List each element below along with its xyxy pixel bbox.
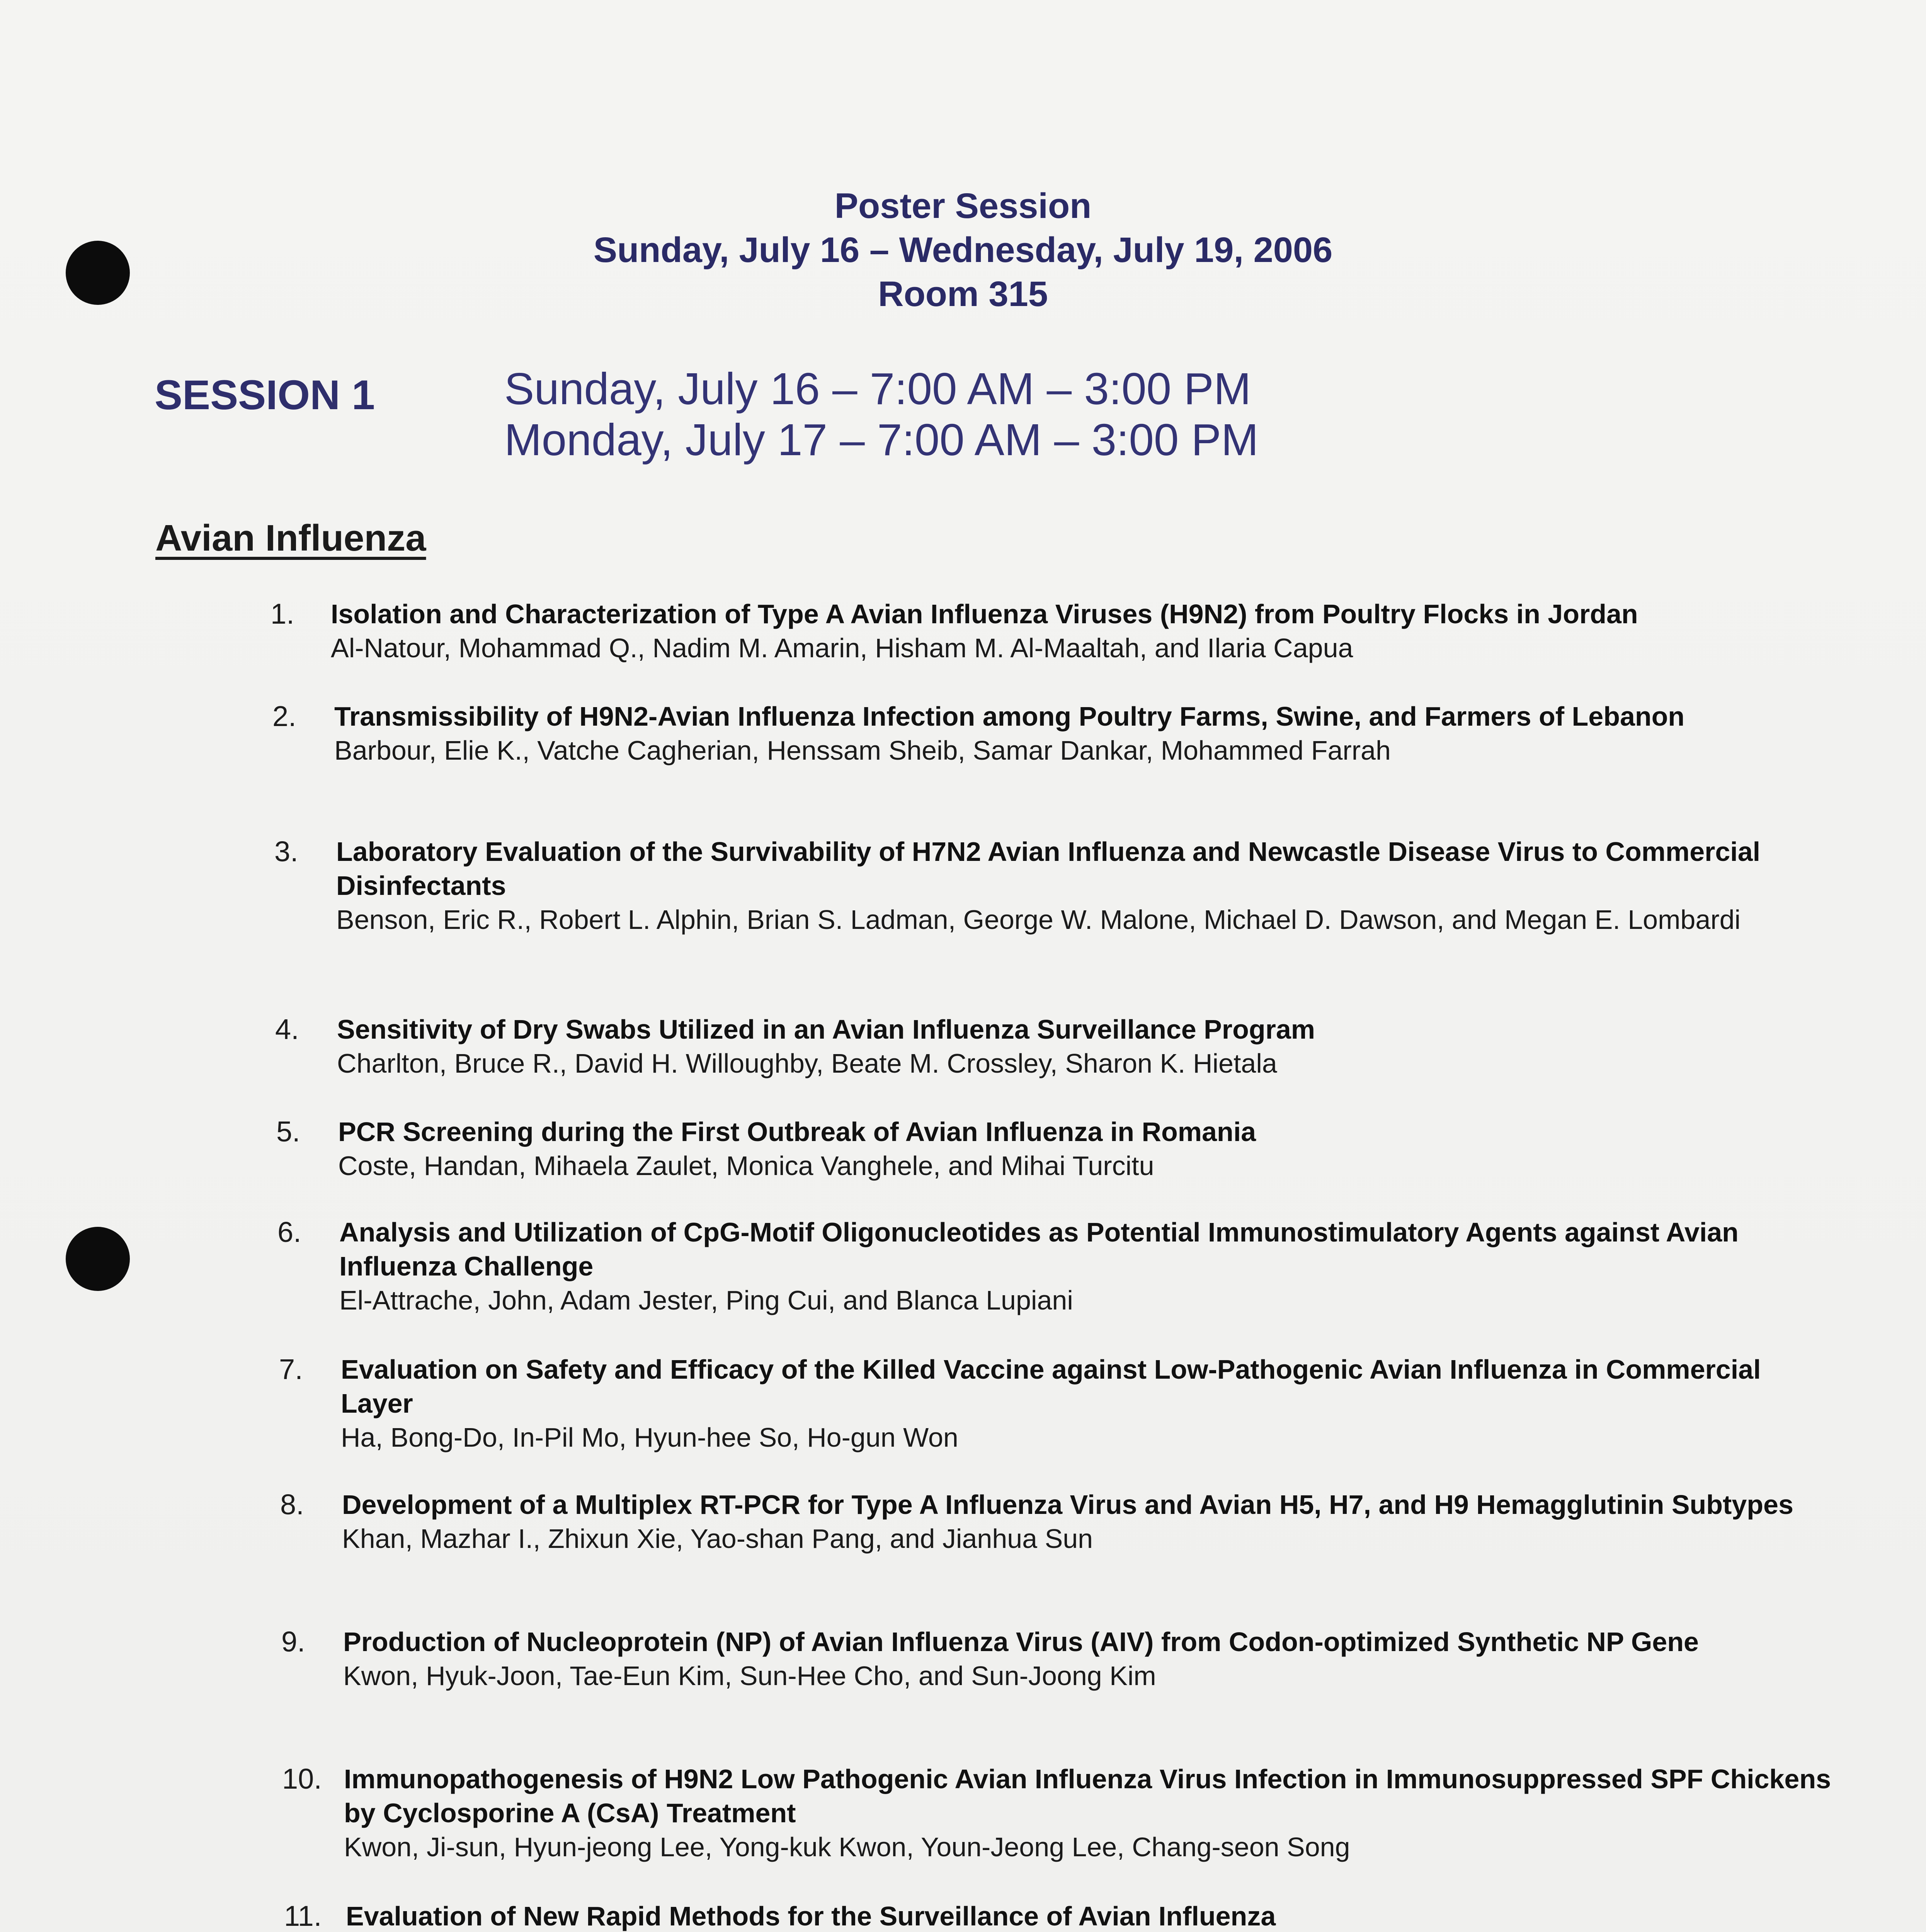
entry-number: 1.: [271, 598, 294, 630]
session-times: [504, 363, 1259, 465]
entry-title: Sensitivity of Dry Swabs Utilized in an Avian Influenza Surveillance Program: [337, 1014, 1315, 1044]
entry-authors: El-Attrache, John, Adam Jester, Ping Cui, and Blanca Lupiani: [339, 1285, 1073, 1315]
entry-authors: Kwon, Hyuk-Joon, Tae-Eun Kim, Sun-Hee Cho, and Sun-Joong Kim: [343, 1661, 1156, 1691]
entry-title: Transmissibility of H9N2-Avian Influenza Infection among Poultry Farms, Swine, and Farmers of Lebanon: [334, 701, 1685, 731]
entry-number: 4.: [275, 1013, 299, 1045]
entry-number: 3.: [274, 835, 298, 867]
entry-authors: Ha, Bong-Do, In-Pil Mo, Hyun-hee So, Ho-gun Won: [341, 1422, 958, 1452]
entry-title: PCR Screening during the First Outbreak of Avian Influenza in Romania: [338, 1117, 1256, 1147]
entry-number: 8.: [280, 1488, 304, 1520]
entry-authors: Benson, Eric R., Robert L. Alphin, Brian S. Ladman, George W. Malone, Michael D. Dawson, and Megan E. Lombardi: [336, 905, 1741, 935]
entry-authors: Coste, Handan, Mihaela Zaulet, Monica Vanghele, and Mihai Turcitu: [338, 1151, 1154, 1181]
entry-number: 2.: [272, 700, 296, 732]
entry-title: Evaluation of New Rapid Methods for the Surveillance of Avian Influenza: [346, 1901, 1276, 1931]
entry-number: 7.: [279, 1353, 303, 1385]
entry-authors: Al-Natour, Mohammad Q., Nadim M. Amarin, Hisham M. Al-Maaltah, and Ilaria Capua: [331, 633, 1353, 663]
session-label: SESSION 1: [155, 371, 375, 418]
entry-title: Production of Nucleoprotein (NP) of Avian Influenza Virus (AIV) from Codon-optimized Synthetic NP Gene: [343, 1627, 1699, 1657]
entry-authors: Barbour, Elie K., Vatche Cagherian, Henssam Sheib, Samar Dankar, Mohammed Farrah: [334, 735, 1391, 765]
entry-authors: Kwon, Ji-sun, Hyun-jeong Lee, Yong-kuk Kwon, Youn-Jeong Lee, Chang-seon Song: [344, 1832, 1350, 1862]
entry-number: 9.: [281, 1626, 305, 1658]
header-dates: Sunday, July 16 – Wednesday, July 19, 2006: [593, 230, 1333, 270]
session-time-monday: Monday, July 17 – 7:00 AM – 3:00 PM: [504, 415, 1259, 465]
entry-title: Evaluation on Safety and Efficacy of the Killed Vaccine against Low-Pathogenic Avian Influenza in Commercial Layer: [341, 1354, 1761, 1418]
section-heading: Avian Influenza: [155, 517, 426, 559]
entry-title: Laboratory Evaluation of the Survivability of H7N2 Avian Influenza and Newcastle Disease Virus to Commercial Disinfectants: [336, 837, 1761, 901]
entry-title: Analysis and Utilization of CpG-Motif Oligonucleotides as Potential Immunostimulatory Agents against Avian Influenza Challenge: [339, 1217, 1739, 1281]
header-room: Room 315: [878, 274, 1048, 314]
punch-hole-middle: [66, 1227, 130, 1291]
entry-number: 10.: [282, 1763, 322, 1795]
entry-title: Development of a Multiplex RT-PCR for Type A Influenza Virus and Avian H5, H7, and H9 Hemagglutinin Subtypes: [342, 1490, 1793, 1520]
entry-title: Immunopathogenesis of H9N2 Low Pathogenic Avian Influenza Virus Infection in Immunosuppressed SPF Chickens by Cyclosporine A (CsA) Treatment: [344, 1764, 1831, 1828]
header-title: Poster Session: [834, 186, 1092, 226]
entry-number: 6.: [277, 1216, 301, 1248]
entry-authors: Khan, Mazhar I., Zhixun Xie, Yao-shan Pang, and Jianhua Sun: [342, 1524, 1093, 1554]
entry-number: 11.: [284, 1900, 322, 1932]
session-time-sunday: Sunday, July 16 – 7:00 AM – 3:00 PM: [504, 364, 1251, 414]
entry-number: 5.: [276, 1116, 300, 1148]
entry-title: Isolation and Characterization of Type A Avian Influenza Viruses (H9N2) from Poultry Flocks in Jordan: [331, 599, 1638, 629]
entry-authors: Charlton, Bruce R., David H. Willoughby, Beate M. Crossley, Sharon K. Hietala: [337, 1048, 1277, 1078]
